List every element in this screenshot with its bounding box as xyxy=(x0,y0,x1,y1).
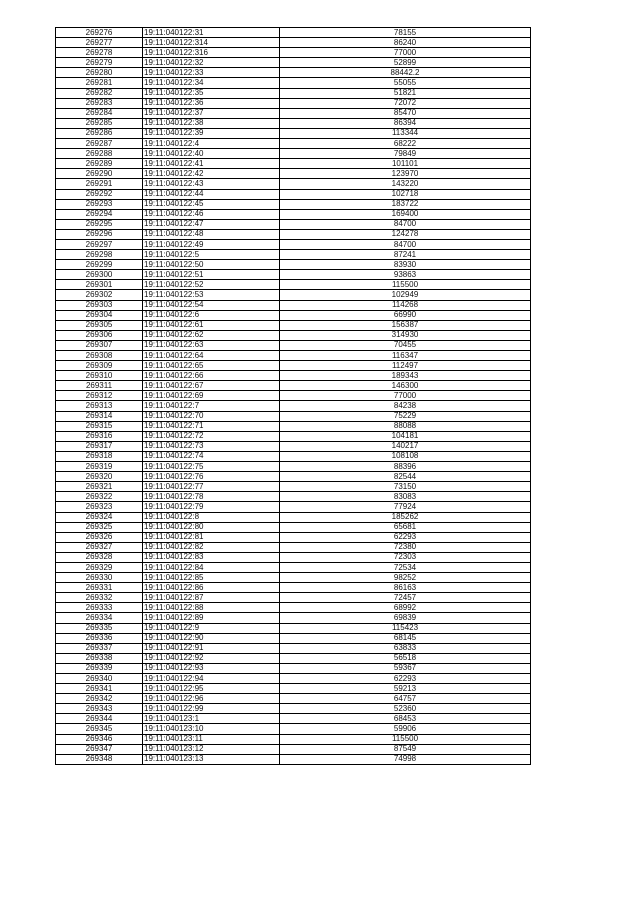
value-cell: 116347 xyxy=(280,351,531,361)
cadastral-number-cell: 19:11:040122:33 xyxy=(143,68,280,78)
value-cell: 104181 xyxy=(280,431,531,441)
row-id-cell: 269279 xyxy=(56,58,143,68)
cadastral-number-cell: 19:11:040122:64 xyxy=(143,351,280,361)
cadastral-number-cell: 19:11:040122:82 xyxy=(143,542,280,552)
row-id-cell: 269345 xyxy=(56,724,143,734)
row-id-cell: 269296 xyxy=(56,229,143,239)
row-id-cell: 269339 xyxy=(56,663,143,673)
table-row xyxy=(56,361,531,371)
row-id-cell: 269343 xyxy=(56,704,143,714)
table-row xyxy=(56,159,531,169)
row-id-cell: 269315 xyxy=(56,421,143,431)
row-id-cell: 269281 xyxy=(56,78,143,88)
row-id-cell: 269317 xyxy=(56,441,143,451)
cadastral-number-cell: 19:11:040122:53 xyxy=(143,290,280,300)
value-cell: 115500 xyxy=(280,280,531,290)
value-cell: 55055 xyxy=(280,78,531,88)
row-id-cell: 269283 xyxy=(56,98,143,108)
row-id-cell: 269282 xyxy=(56,88,143,98)
cadastral-number-cell: 19:11:040122:4 xyxy=(143,139,280,149)
value-cell: 72072 xyxy=(280,98,531,108)
value-cell: 112497 xyxy=(280,361,531,371)
row-id-cell: 269288 xyxy=(56,149,143,159)
cadastral-number-cell: 19:11:040122:43 xyxy=(143,179,280,189)
row-id-cell: 269348 xyxy=(56,754,143,764)
table-row xyxy=(56,391,531,401)
cadastral-number-cell: 19:11:040122:5 xyxy=(143,250,280,260)
value-cell: 183722 xyxy=(280,199,531,209)
table-row xyxy=(56,552,531,562)
cadastral-number-cell: 19:11:040123:10 xyxy=(143,724,280,734)
value-cell: 59213 xyxy=(280,684,531,694)
value-cell: 72380 xyxy=(280,542,531,552)
table-row xyxy=(56,472,531,482)
row-id-cell: 269300 xyxy=(56,270,143,280)
value-cell: 68145 xyxy=(280,633,531,643)
row-id-cell: 269297 xyxy=(56,239,143,249)
table-row xyxy=(56,734,531,744)
table-row xyxy=(56,38,531,48)
cadastral-number-cell: 19:11:040122:85 xyxy=(143,573,280,583)
table-row xyxy=(56,351,531,361)
row-id-cell: 269278 xyxy=(56,48,143,58)
row-id-cell: 269337 xyxy=(56,643,143,653)
value-cell: 86394 xyxy=(280,118,531,128)
value-cell: 66990 xyxy=(280,310,531,320)
value-cell: 79849 xyxy=(280,149,531,159)
row-id-cell: 269313 xyxy=(56,401,143,411)
row-id-cell: 269298 xyxy=(56,250,143,260)
value-cell: 56518 xyxy=(280,653,531,663)
cadastral-number-cell: 19:11:040122:65 xyxy=(143,361,280,371)
value-cell: 77000 xyxy=(280,391,531,401)
row-id-cell: 269301 xyxy=(56,280,143,290)
value-cell: 59906 xyxy=(280,724,531,734)
row-id-cell: 269293 xyxy=(56,199,143,209)
row-id-cell: 269292 xyxy=(56,189,143,199)
cadastral-number-cell: 19:11:040122:70 xyxy=(143,411,280,421)
row-id-cell: 269287 xyxy=(56,139,143,149)
cadastral-number-cell: 19:11:040122:37 xyxy=(143,108,280,118)
value-cell: 83083 xyxy=(280,492,531,502)
table-row xyxy=(56,573,531,583)
value-cell: 59367 xyxy=(280,663,531,673)
table-row xyxy=(56,118,531,128)
cadastral-number-cell: 19:11:040123:1 xyxy=(143,714,280,724)
cadastral-number-cell: 19:11:040122:86 xyxy=(143,583,280,593)
row-id-cell: 269326 xyxy=(56,532,143,542)
cadastral-number-cell: 19:11:040122:314 xyxy=(143,38,280,48)
table-row xyxy=(56,169,531,179)
value-cell: 62293 xyxy=(280,674,531,684)
cadastral-number-cell: 19:11:040122:47 xyxy=(143,219,280,229)
cadastral-number-cell: 19:11:040123:11 xyxy=(143,734,280,744)
table-row xyxy=(56,684,531,694)
table-row xyxy=(56,88,531,98)
row-id-cell: 269284 xyxy=(56,108,143,118)
value-cell: 73150 xyxy=(280,482,531,492)
row-id-cell: 269318 xyxy=(56,451,143,461)
table-row xyxy=(56,98,531,108)
value-cell: 115423 xyxy=(280,623,531,633)
value-cell: 87241 xyxy=(280,250,531,260)
table-body xyxy=(56,28,531,765)
row-id-cell: 269328 xyxy=(56,552,143,562)
value-cell: 124278 xyxy=(280,229,531,239)
cadastral-number-cell: 19:11:040122:84 xyxy=(143,562,280,572)
cadastral-number-cell: 19:11:040123:12 xyxy=(143,744,280,754)
row-id-cell: 269276 xyxy=(56,28,143,38)
table-row xyxy=(56,179,531,189)
row-id-cell: 269309 xyxy=(56,361,143,371)
value-cell: 93863 xyxy=(280,270,531,280)
value-cell: 88396 xyxy=(280,462,531,472)
row-id-cell: 269320 xyxy=(56,472,143,482)
table-row xyxy=(56,694,531,704)
table-row xyxy=(56,633,531,643)
row-id-cell: 269344 xyxy=(56,714,143,724)
cadastral-number-cell: 19:11:040122:66 xyxy=(143,371,280,381)
value-cell: 62293 xyxy=(280,532,531,542)
table-row xyxy=(56,401,531,411)
table-row xyxy=(56,623,531,633)
table-row xyxy=(56,532,531,542)
value-cell: 86240 xyxy=(280,38,531,48)
table-row xyxy=(56,229,531,239)
table-row xyxy=(56,754,531,764)
table-row xyxy=(56,603,531,613)
cadastral-number-cell: 19:11:040122:76 xyxy=(143,472,280,482)
cadastral-number-cell: 19:11:040122:79 xyxy=(143,502,280,512)
value-cell: 123970 xyxy=(280,169,531,179)
table-row xyxy=(56,462,531,472)
cadastral-number-cell: 19:11:040122:41 xyxy=(143,159,280,169)
value-cell: 156387 xyxy=(280,320,531,330)
value-cell: 70455 xyxy=(280,340,531,350)
cadastral-number-cell: 19:11:040122:52 xyxy=(143,280,280,290)
cadastral-number-cell: 19:11:040122:34 xyxy=(143,78,280,88)
row-id-cell: 269304 xyxy=(56,310,143,320)
row-id-cell: 269312 xyxy=(56,391,143,401)
cadastral-number-cell: 19:11:040122:94 xyxy=(143,674,280,684)
value-cell: 114268 xyxy=(280,300,531,310)
table-row xyxy=(56,149,531,159)
row-id-cell: 269303 xyxy=(56,300,143,310)
row-id-cell: 269324 xyxy=(56,512,143,522)
document-page xyxy=(55,27,531,765)
table-row xyxy=(56,250,531,260)
table-row xyxy=(56,583,531,593)
value-cell: 77924 xyxy=(280,502,531,512)
cadastral-number-cell: 19:11:040122:93 xyxy=(143,663,280,673)
table-row xyxy=(56,260,531,270)
cadastral-number-cell: 19:11:040122:77 xyxy=(143,482,280,492)
value-cell: 98252 xyxy=(280,573,531,583)
table-row xyxy=(56,381,531,391)
value-cell: 84700 xyxy=(280,219,531,229)
cadastral-number-cell: 19:11:040122:88 xyxy=(143,603,280,613)
value-cell: 74998 xyxy=(280,754,531,764)
table-row xyxy=(56,593,531,603)
table-row xyxy=(56,340,531,350)
cadastral-number-cell: 19:11:040122:99 xyxy=(143,704,280,714)
value-cell: 146300 xyxy=(280,381,531,391)
row-id-cell: 269289 xyxy=(56,159,143,169)
cadastral-number-cell: 19:11:040122:42 xyxy=(143,169,280,179)
value-cell: 102718 xyxy=(280,189,531,199)
cadastral-number-cell: 19:11:040122:91 xyxy=(143,643,280,653)
row-id-cell: 269322 xyxy=(56,492,143,502)
row-id-cell: 269291 xyxy=(56,179,143,189)
cadastral-number-cell: 19:11:040122:61 xyxy=(143,320,280,330)
row-id-cell: 269306 xyxy=(56,330,143,340)
value-cell: 113344 xyxy=(280,128,531,138)
table-row xyxy=(56,674,531,684)
cadastral-number-cell: 19:11:040122:49 xyxy=(143,239,280,249)
table-row xyxy=(56,189,531,199)
value-cell: 86163 xyxy=(280,583,531,593)
table-row xyxy=(56,451,531,461)
cadastral-number-cell: 19:11:040122:39 xyxy=(143,128,280,138)
row-id-cell: 269331 xyxy=(56,583,143,593)
value-cell: 102949 xyxy=(280,290,531,300)
value-cell: 140217 xyxy=(280,441,531,451)
row-id-cell: 269323 xyxy=(56,502,143,512)
row-id-cell: 269280 xyxy=(56,68,143,78)
table-row xyxy=(56,482,531,492)
row-id-cell: 269308 xyxy=(56,351,143,361)
row-id-cell: 269302 xyxy=(56,290,143,300)
table-row xyxy=(56,704,531,714)
cadastral-number-cell: 19:11:040122:89 xyxy=(143,613,280,623)
value-cell: 189343 xyxy=(280,371,531,381)
row-id-cell: 269316 xyxy=(56,431,143,441)
row-id-cell: 269332 xyxy=(56,593,143,603)
value-cell: 52360 xyxy=(280,704,531,714)
value-cell: 68992 xyxy=(280,603,531,613)
value-cell: 65681 xyxy=(280,522,531,532)
row-id-cell: 269307 xyxy=(56,340,143,350)
row-id-cell: 269311 xyxy=(56,381,143,391)
table-row xyxy=(56,371,531,381)
value-cell: 72534 xyxy=(280,562,531,572)
table-row xyxy=(56,300,531,310)
cadastral-number-cell: 19:11:040122:9 xyxy=(143,623,280,633)
cadastral-number-cell: 19:11:040122:73 xyxy=(143,441,280,451)
row-id-cell: 269277 xyxy=(56,38,143,48)
value-cell: 88088 xyxy=(280,421,531,431)
table-row xyxy=(56,310,531,320)
row-id-cell: 269294 xyxy=(56,209,143,219)
row-id-cell: 269334 xyxy=(56,613,143,623)
table-row xyxy=(56,744,531,754)
value-cell: 143220 xyxy=(280,179,531,189)
value-cell: 87549 xyxy=(280,744,531,754)
value-cell: 51821 xyxy=(280,88,531,98)
table-row xyxy=(56,643,531,653)
value-cell: 88442.2 xyxy=(280,68,531,78)
cadastral-number-cell: 19:11:040122:75 xyxy=(143,462,280,472)
row-id-cell: 269342 xyxy=(56,694,143,704)
table-row xyxy=(56,48,531,58)
cadastral-number-cell: 19:11:040122:31 xyxy=(143,28,280,38)
cadastral-number-cell: 19:11:040122:92 xyxy=(143,653,280,663)
cadastral-number-cell: 19:11:040122:46 xyxy=(143,209,280,219)
cadastral-number-cell: 19:11:040122:44 xyxy=(143,189,280,199)
cadastral-number-cell: 19:11:040122:62 xyxy=(143,330,280,340)
table-row xyxy=(56,58,531,68)
cadastral-number-cell: 19:11:040122:80 xyxy=(143,522,280,532)
table-row xyxy=(56,139,531,149)
row-id-cell: 269327 xyxy=(56,542,143,552)
data-table xyxy=(55,27,531,765)
value-cell: 185262 xyxy=(280,512,531,522)
row-id-cell: 269286 xyxy=(56,128,143,138)
table-row xyxy=(56,613,531,623)
table-row xyxy=(56,441,531,451)
cadastral-number-cell: 19:11:040122:74 xyxy=(143,451,280,461)
row-id-cell: 269341 xyxy=(56,684,143,694)
cadastral-number-cell: 19:11:040122:71 xyxy=(143,421,280,431)
row-id-cell: 269290 xyxy=(56,169,143,179)
table-row xyxy=(56,512,531,522)
row-id-cell: 269335 xyxy=(56,623,143,633)
cadastral-number-cell: 19:11:040122:45 xyxy=(143,199,280,209)
row-id-cell: 269295 xyxy=(56,219,143,229)
value-cell: 64757 xyxy=(280,694,531,704)
table-row xyxy=(56,28,531,38)
table-row xyxy=(56,68,531,78)
value-cell: 72303 xyxy=(280,552,531,562)
row-id-cell: 269325 xyxy=(56,522,143,532)
table-row xyxy=(56,330,531,340)
row-id-cell: 269336 xyxy=(56,633,143,643)
row-id-cell: 269319 xyxy=(56,462,143,472)
table-row xyxy=(56,542,531,552)
cadastral-number-cell: 19:11:040122:67 xyxy=(143,381,280,391)
cadastral-number-cell: 19:11:040122:78 xyxy=(143,492,280,502)
value-cell: 108108 xyxy=(280,451,531,461)
cadastral-number-cell: 19:11:040122:90 xyxy=(143,633,280,643)
cadastral-number-cell: 19:11:040122:36 xyxy=(143,98,280,108)
row-id-cell: 269347 xyxy=(56,744,143,754)
table-row xyxy=(56,239,531,249)
cadastral-number-cell: 19:11:040122:35 xyxy=(143,88,280,98)
table-row xyxy=(56,724,531,734)
value-cell: 72457 xyxy=(280,593,531,603)
cadastral-number-cell: 19:11:040122:38 xyxy=(143,118,280,128)
table-row xyxy=(56,522,531,532)
cadastral-number-cell: 19:11:040122:81 xyxy=(143,532,280,542)
cadastral-number-cell: 19:11:040122:8 xyxy=(143,512,280,522)
value-cell: 68453 xyxy=(280,714,531,724)
value-cell: 84238 xyxy=(280,401,531,411)
table-row xyxy=(56,663,531,673)
value-cell: 63833 xyxy=(280,643,531,653)
cadastral-number-cell: 19:11:040122:48 xyxy=(143,229,280,239)
cadastral-number-cell: 19:11:040122:87 xyxy=(143,593,280,603)
cadastral-number-cell: 19:11:040122:50 xyxy=(143,260,280,270)
cadastral-number-cell: 19:11:040122:69 xyxy=(143,391,280,401)
cadastral-number-cell: 19:11:040122:83 xyxy=(143,552,280,562)
table-row xyxy=(56,431,531,441)
value-cell: 68222 xyxy=(280,139,531,149)
table-row xyxy=(56,78,531,88)
value-cell: 75229 xyxy=(280,411,531,421)
table-row xyxy=(56,714,531,724)
row-id-cell: 269338 xyxy=(56,653,143,663)
cadastral-number-cell: 19:11:040122:54 xyxy=(143,300,280,310)
value-cell: 77000 xyxy=(280,48,531,58)
table-row xyxy=(56,653,531,663)
row-id-cell: 269340 xyxy=(56,674,143,684)
row-id-cell: 269329 xyxy=(56,562,143,572)
value-cell: 115500 xyxy=(280,734,531,744)
table-row xyxy=(56,209,531,219)
table-row xyxy=(56,219,531,229)
value-cell: 83930 xyxy=(280,260,531,270)
value-cell: 85470 xyxy=(280,108,531,118)
row-id-cell: 269310 xyxy=(56,371,143,381)
cadastral-number-cell: 19:11:040122:72 xyxy=(143,431,280,441)
row-id-cell: 269314 xyxy=(56,411,143,421)
row-id-cell: 269285 xyxy=(56,118,143,128)
cadastral-number-cell: 19:11:040122:95 xyxy=(143,684,280,694)
row-id-cell: 269305 xyxy=(56,320,143,330)
table-row xyxy=(56,280,531,290)
row-id-cell: 269333 xyxy=(56,603,143,613)
value-cell: 78155 xyxy=(280,28,531,38)
cadastral-number-cell: 19:11:040122:6 xyxy=(143,310,280,320)
table-row xyxy=(56,199,531,209)
table-row xyxy=(56,320,531,330)
row-id-cell: 269321 xyxy=(56,482,143,492)
cadastral-number-cell: 19:11:040122:32 xyxy=(143,58,280,68)
table-row xyxy=(56,492,531,502)
row-id-cell: 269330 xyxy=(56,573,143,583)
row-id-cell: 269299 xyxy=(56,260,143,270)
table-row xyxy=(56,502,531,512)
table-row xyxy=(56,270,531,280)
value-cell: 82544 xyxy=(280,472,531,482)
cadastral-number-cell: 19:11:040122:96 xyxy=(143,694,280,704)
value-cell: 69839 xyxy=(280,613,531,623)
cadastral-number-cell: 19:11:040122:63 xyxy=(143,340,280,350)
table-row xyxy=(56,411,531,421)
table-row xyxy=(56,108,531,118)
cadastral-number-cell: 19:11:040123:13 xyxy=(143,754,280,764)
value-cell: 101101 xyxy=(280,159,531,169)
table-row xyxy=(56,562,531,572)
value-cell: 52899 xyxy=(280,58,531,68)
row-id-cell: 269346 xyxy=(56,734,143,744)
value-cell: 169400 xyxy=(280,209,531,219)
table-row xyxy=(56,128,531,138)
table-row xyxy=(56,421,531,431)
cadastral-number-cell: 19:11:040122:51 xyxy=(143,270,280,280)
value-cell: 314930 xyxy=(280,330,531,340)
table-row xyxy=(56,290,531,300)
cadastral-number-cell: 19:11:040122:7 xyxy=(143,401,280,411)
value-cell: 84700 xyxy=(280,239,531,249)
cadastral-number-cell: 19:11:040122:316 xyxy=(143,48,280,58)
cadastral-number-cell: 19:11:040122:40 xyxy=(143,149,280,159)
